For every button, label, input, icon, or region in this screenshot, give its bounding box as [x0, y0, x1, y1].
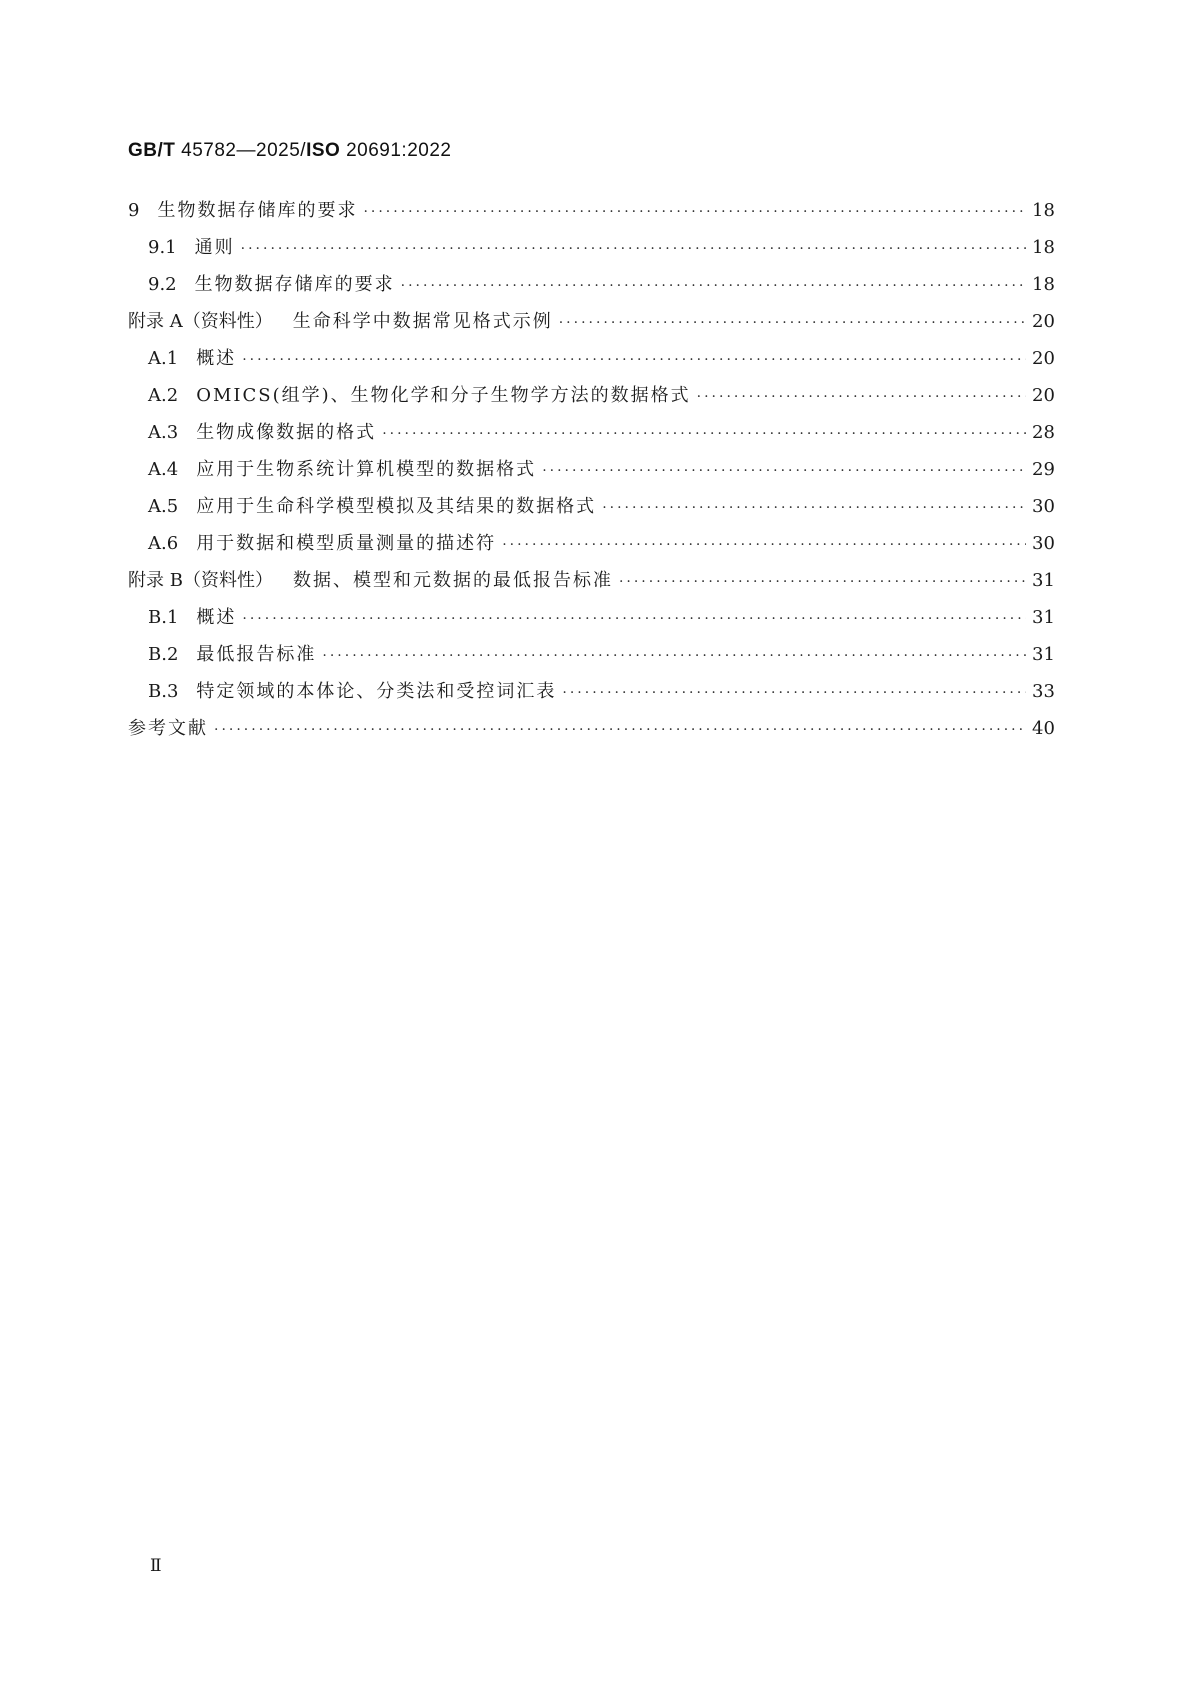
toc-entry-page: 33 — [1032, 681, 1055, 702]
toc-entry-page: 31 — [1032, 644, 1055, 665]
toc-leader-dots — [363, 194, 1026, 231]
toc-entry-number: 9 — [128, 200, 140, 221]
toc-entry-a-2[interactable] — [128, 377, 1054, 414]
toc-leader-dots — [619, 564, 1026, 601]
toc-entry-title: 特定领域的本体论、分类法和受控词汇表 — [196, 681, 557, 702]
toc-entry-number: A.5 — [148, 496, 179, 517]
toc-leader-dots — [602, 490, 1026, 527]
toc-entry-title: 生命科学中数据常见格式示例 — [292, 311, 553, 332]
toc-entry-number: A.6 — [148, 533, 179, 554]
toc-leader-dots — [241, 231, 1026, 268]
toc-entry-title: 数据、模型和元数据的最低报告标准 — [292, 570, 613, 591]
toc-entry-page: 29 — [1032, 459, 1055, 480]
toc-entry-page: 18 — [1032, 274, 1055, 295]
toc-entry-annex-a[interactable] — [128, 303, 1054, 340]
toc-entry-page: 28 — [1032, 422, 1055, 443]
toc-entry-number: 9.1 — [148, 237, 177, 258]
toc-entry-number: A.3 — [148, 422, 179, 443]
toc-entry-title: 参考文献 — [128, 718, 208, 739]
toc-entry-a-6[interactable] — [128, 525, 1054, 562]
toc-entry-title: 应用于生命科学模型模拟及其结果的数据格式 — [196, 496, 597, 517]
toc-entry-number: A.1 — [148, 348, 179, 369]
toc-entry-a-1[interactable] — [128, 340, 1054, 377]
toc-leader-dots — [401, 268, 1026, 305]
toc-entry-title: 生物成像数据的格式 — [196, 422, 377, 443]
toc-entry-page: 18 — [1032, 237, 1055, 258]
toc-entry-bibliography[interactable] — [128, 710, 1054, 747]
toc-entry-number: A.4 — [148, 459, 179, 480]
toc-entry-a-5[interactable] — [128, 488, 1054, 525]
toc-leader-dots — [382, 416, 1026, 453]
toc-entry-number: 9.2 — [148, 274, 177, 295]
toc-leader-dots — [214, 712, 1026, 749]
page-number: Ⅱ — [150, 1556, 162, 1576]
toc-leader-dots — [542, 453, 1026, 490]
toc-leader-dots — [322, 638, 1026, 675]
toc-entry-page: 20 — [1032, 348, 1055, 369]
toc-entry-9[interactable] — [128, 192, 1054, 229]
standard-number: 45782—2025/ — [175, 140, 307, 161]
toc-entry-number: B.3 — [148, 681, 179, 702]
toc-entry-page: 30 — [1032, 533, 1055, 554]
toc-entry-title: 最低报告标准 — [196, 644, 317, 665]
iso-number: 20691:2022 — [340, 140, 452, 161]
toc-leader-dots — [697, 379, 1026, 416]
toc-entry-page: 20 — [1032, 311, 1055, 332]
toc-leader-dots — [242, 342, 1026, 379]
standard-code: GB/T — [128, 140, 176, 161]
toc-entry-number: 附录 B（资料性） — [128, 570, 273, 591]
toc-entry-a-4[interactable] — [128, 451, 1054, 488]
toc-entry-title: 概述 — [196, 348, 237, 369]
toc-entry-title: 生物数据存储库的要求 — [157, 200, 358, 221]
toc-entry-page: 20 — [1032, 385, 1055, 406]
toc-leader-dots — [502, 527, 1026, 564]
toc-leader-dots — [559, 305, 1026, 342]
toc-entry-title: 用于数据和模型质量测量的描述符 — [196, 533, 497, 554]
toc-entry-page: 30 — [1032, 496, 1055, 517]
toc-entry-9-1[interactable] — [128, 229, 1054, 266]
toc-entry-number: 附录 A（资料性） — [128, 311, 273, 332]
toc-leader-dots — [562, 675, 1026, 712]
toc-entry-9-2[interactable] — [128, 266, 1054, 303]
iso-label: ISO — [306, 140, 341, 161]
toc-entry-page: 31 — [1032, 570, 1055, 591]
toc-entry-number: B.1 — [148, 607, 179, 628]
toc-entry-annex-b[interactable] — [128, 562, 1054, 599]
document-header — [128, 140, 451, 162]
toc-entry-title: 生物数据存储库的要求 — [194, 274, 395, 295]
toc-entry-b-1[interactable] — [128, 599, 1054, 636]
toc-entry-page: 40 — [1032, 718, 1055, 739]
toc-entry-b-2[interactable] — [128, 636, 1054, 673]
toc-entry-page: 18 — [1032, 200, 1055, 221]
toc-entry-title: 概述 — [196, 607, 237, 628]
toc-entry-b-3[interactable] — [128, 673, 1054, 710]
toc-entry-page: 31 — [1032, 607, 1055, 628]
toc-entry-number: A.2 — [148, 385, 179, 406]
toc-entry-title: OMICS(组学)、生物化学和分子生物学方法的数据格式 — [196, 385, 691, 406]
toc-entry-a-3[interactable] — [128, 414, 1054, 451]
table-of-contents — [128, 192, 1054, 747]
toc-entry-title: 应用于生物系统计算机模型的数据格式 — [196, 459, 537, 480]
toc-entry-title: 通则 — [194, 237, 235, 258]
toc-leader-dots — [242, 601, 1026, 638]
toc-entry-number: B.2 — [148, 644, 179, 665]
